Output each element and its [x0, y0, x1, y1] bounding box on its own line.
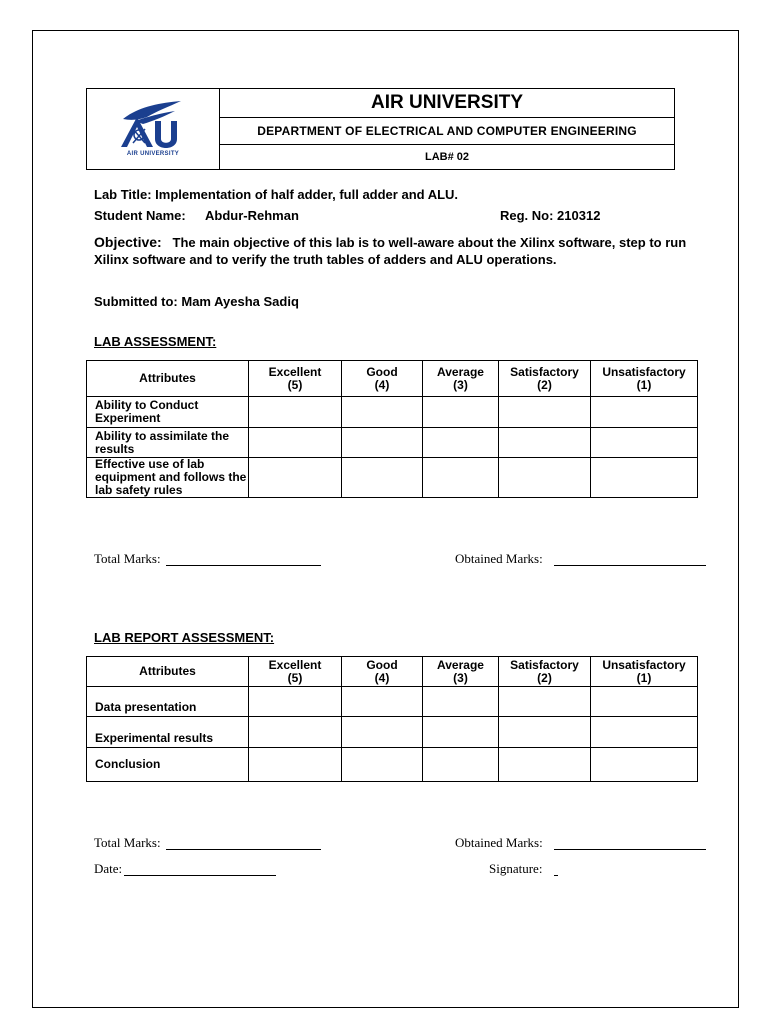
lab-report-assessment-title: LAB REPORT ASSESSMENT: [94, 630, 275, 645]
row-attribute: Ability to Conduct Experiment [87, 397, 249, 428]
header-excellent: Excellent (5) [249, 657, 342, 687]
page-border [32, 30, 739, 1008]
header-attributes: Attributes [87, 361, 249, 397]
header-average: Average (3) [423, 657, 499, 687]
obtained-marks-line[interactable] [554, 565, 706, 566]
header-satisfactory: Satisfactory (2) [499, 657, 591, 687]
obtained-marks-label: Obtained Marks: [455, 551, 543, 566]
score-cell[interactable] [591, 458, 698, 498]
total-marks-label: Total Marks: [94, 551, 161, 566]
score-cell[interactable] [342, 458, 423, 498]
score-cell[interactable] [499, 458, 591, 498]
score-cell[interactable] [591, 687, 698, 717]
report-obtained-marks-line[interactable] [554, 849, 706, 850]
header-box [86, 88, 675, 170]
lab-title: Lab Title: Implementation of half adder, full adder and ALU. [94, 187, 459, 202]
lab-assessment-title: LAB ASSESSMENT: [94, 334, 217, 349]
score-cell[interactable] [499, 397, 591, 428]
objective [94, 234, 724, 268]
header-good: Good (4) [342, 657, 423, 687]
student-name: Abdur-Rehman [205, 208, 299, 223]
table-row [87, 458, 698, 498]
score-cell[interactable] [342, 397, 423, 428]
score-cell[interactable] [249, 748, 342, 782]
report-total-marks-line[interactable] [166, 849, 321, 850]
header-excellent: Excellent (5) [249, 361, 342, 397]
student-name-label: Student Name: [94, 208, 186, 223]
header-good: Good (4) [342, 361, 423, 397]
score-cell[interactable] [423, 717, 499, 748]
signature-label: Signature: [489, 861, 543, 876]
row-attribute: Experimental results [87, 717, 249, 748]
table-header-row [87, 657, 698, 687]
score-cell[interactable] [591, 397, 698, 428]
submitted-to: Submitted to: Mam Ayesha Sadiq [94, 294, 299, 309]
header-average: Average (3) [423, 361, 499, 397]
score-cell[interactable] [591, 748, 698, 782]
score-cell[interactable] [342, 748, 423, 782]
score-cell[interactable] [499, 428, 591, 458]
score-cell[interactable] [423, 397, 499, 428]
lab-assessment-table [86, 360, 698, 498]
date-line[interactable] [124, 875, 276, 876]
objective-label: Objective: [94, 234, 162, 250]
score-cell[interactable] [249, 687, 342, 717]
score-cell[interactable] [423, 458, 499, 498]
table-row [87, 717, 698, 748]
signature-line[interactable] [554, 875, 558, 876]
table-header-row [87, 361, 698, 397]
total-marks-line[interactable] [166, 565, 321, 566]
row-attribute: Conclusion [87, 748, 249, 782]
lab-number: LAB# 02 [424, 151, 470, 163]
row-attribute: Data presentation [87, 687, 249, 717]
report-obtained-marks-label: Obtained Marks: [455, 835, 543, 850]
logo-cell [87, 89, 220, 169]
score-cell[interactable] [342, 717, 423, 748]
score-cell[interactable] [342, 428, 423, 458]
table-row [87, 687, 698, 717]
air-university-logo-icon [113, 99, 193, 151]
row-attribute: Effective use of lab equipment and follows the lab safety rules [87, 458, 249, 498]
logo-text: AIR UNIVERSITY [126, 151, 180, 157]
score-cell[interactable] [249, 458, 342, 498]
score-cell[interactable] [423, 748, 499, 782]
header-unsatisfactory: Unsatisfactory (1) [591, 657, 698, 687]
department-title: DEPARTMENT OF ELECTRICAL AND COMPUTER ENGINEERING [220, 118, 674, 145]
university-title: AIR UNIVERSITY [220, 89, 674, 118]
table-row [87, 428, 698, 458]
date-label: Date: [94, 861, 123, 876]
score-cell[interactable] [423, 687, 499, 717]
objective-text: The main objective of this lab is to well-aware about the Xilinx software, step to run Xilinx software and to verify the truth tables of adders and ALU operations. [94, 235, 687, 267]
score-cell[interactable] [342, 687, 423, 717]
table-row [87, 748, 698, 782]
row-attribute: Ability to assimilate the results [87, 428, 249, 458]
header-attributes: Attributes [87, 657, 249, 687]
header-title-block [220, 89, 674, 169]
table-row [87, 397, 698, 428]
score-cell[interactable] [591, 717, 698, 748]
score-cell[interactable] [249, 397, 342, 428]
score-cell[interactable] [423, 428, 499, 458]
score-cell[interactable] [249, 717, 342, 748]
score-cell[interactable] [591, 428, 698, 458]
report-total-marks-label: Total Marks: [94, 835, 161, 850]
score-cell[interactable] [499, 748, 591, 782]
header-satisfactory: Satisfactory (2) [499, 361, 591, 397]
score-cell[interactable] [499, 687, 591, 717]
score-cell[interactable] [249, 428, 342, 458]
header-unsatisfactory: Unsatisfactory (1) [591, 361, 698, 397]
score-cell[interactable] [499, 717, 591, 748]
reg-no: Reg. No: 210312 [500, 208, 601, 223]
lab-report-assessment-table [86, 656, 698, 782]
